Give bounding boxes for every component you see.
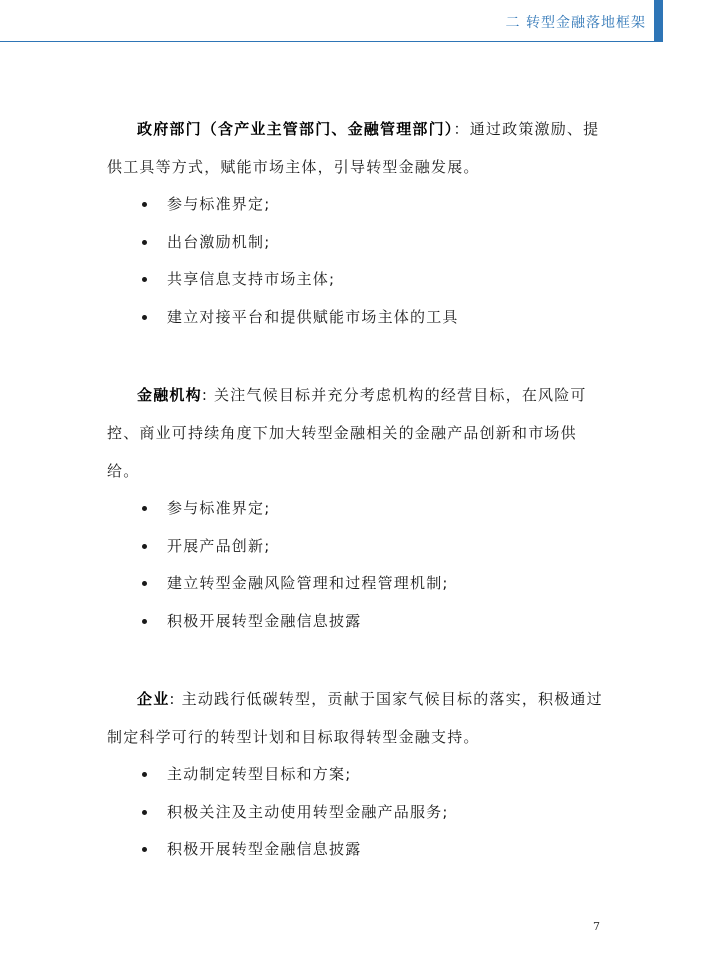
bullet-dot-icon xyxy=(142,240,147,245)
bullet-dot-icon xyxy=(142,202,147,207)
section-text: : 主动践行低碳转型，贡献于国家气候目标的落实，积极通过制定科学可行的转型计划和目标取得转型金融支持。 xyxy=(107,690,603,746)
page-number: 7 xyxy=(593,920,600,933)
section-lead: 金融机构 xyxy=(137,386,202,404)
bullet-list xyxy=(107,186,607,336)
list-item: 参与标准界定; xyxy=(107,186,607,224)
bullet-list xyxy=(107,756,607,869)
section-text: ：通过政策激励、提供工具等方式，赋能市场主体，引导转型金融发展。 xyxy=(107,120,600,176)
section-financial-institutions xyxy=(107,376,607,640)
chapter-title: 二 转型金融落地框架 xyxy=(505,15,646,31)
list-item: 共享信息支持市场主体; xyxy=(107,261,607,299)
section-paragraph xyxy=(107,680,607,756)
section-lead: 企业 xyxy=(137,690,170,708)
header-rule xyxy=(0,41,654,42)
section-government xyxy=(107,110,607,336)
list-item: 建立转型金融风险管理和过程管理机制; xyxy=(107,565,607,603)
bullet-dot-icon xyxy=(142,810,147,815)
section-lead: 政府部门（含产业主管部门、金融管理部门） xyxy=(137,120,454,138)
list-item: 积极开展转型金融信息披露 xyxy=(107,603,607,641)
list-item: 建立对接平台和提供赋能市场主体的工具 xyxy=(107,299,607,337)
bullet-dot-icon xyxy=(142,506,147,511)
bullet-dot-icon xyxy=(142,277,147,282)
section-paragraph xyxy=(107,376,607,490)
bullet-dot-icon xyxy=(142,544,147,549)
header-accent-bar xyxy=(654,0,663,42)
section-text: : 关注气候目标并充分考虑机构的经营目标，在风险可控、商业可持续角度下加大转型金融相关的金融产品创新和市场供给。 xyxy=(107,386,587,480)
bullet-dot-icon xyxy=(142,847,147,852)
list-item: 参与标准界定; xyxy=(107,490,607,528)
list-item: 积极开展转型金融信息披露 xyxy=(107,831,607,869)
bullet-dot-icon xyxy=(142,581,147,586)
bullet-dot-icon xyxy=(142,315,147,320)
list-item: 主动制定转型目标和方案; xyxy=(107,756,607,794)
section-enterprises xyxy=(107,680,607,869)
bullet-dot-icon xyxy=(142,772,147,777)
document-body xyxy=(107,110,607,869)
bullet-list xyxy=(107,490,607,640)
section-paragraph xyxy=(107,110,607,186)
list-item: 出台激励机制; xyxy=(107,224,607,262)
bullet-dot-icon xyxy=(142,619,147,624)
list-item: 积极关注及主动使用转型金融产品服务; xyxy=(107,794,607,832)
list-item: 开展产品创新; xyxy=(107,528,607,566)
